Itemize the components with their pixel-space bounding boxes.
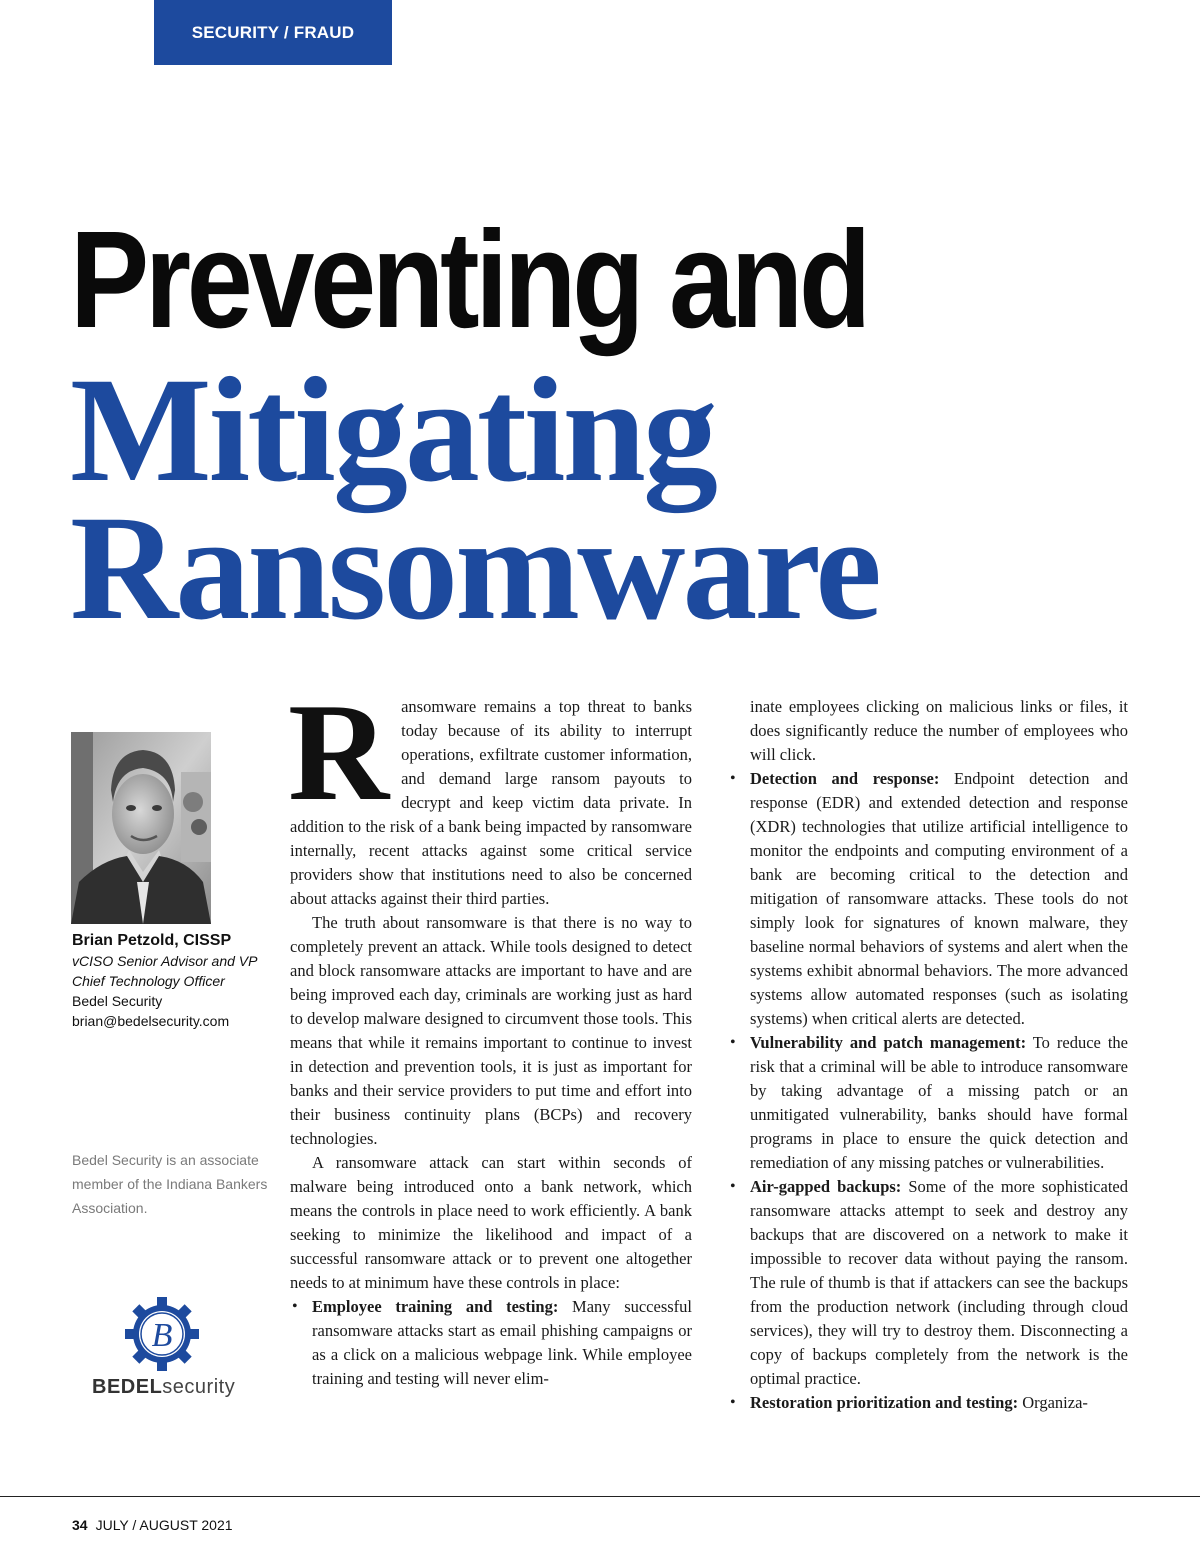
list-item bbox=[728, 1175, 1128, 1391]
author-title-line-2: Chief Technology Officer bbox=[72, 973, 225, 989]
bullet-heading: Air-gapped backups: bbox=[750, 1177, 902, 1196]
page-footer bbox=[72, 1517, 233, 1533]
controls-list-continued bbox=[728, 767, 1128, 1415]
bullet-text: Endpoint detection and response (EDR) and extended detection and response (XDR) technologies that utilize artificial intelligence to monitor the endpoints and computing environment of a bank are becoming critical to the detection and mitigation of ransomware attacks. These tools do not simply look for signatures of known malware, they baseline normal behaviors of systems and alert when the systems exhibit abnormal behaviors. The more advanced systems allow automated responses (such as isolating systems) when critical alerts are detected. bbox=[750, 769, 1128, 1028]
bullet-continuation: inate employees clicking on malicious links or files, it does significantly reduce the number of employees who will click. bbox=[750, 697, 1128, 764]
section-tab: SECURITY / FRAUD bbox=[154, 0, 392, 65]
logo-word-light: security bbox=[162, 1376, 236, 1398]
bullet-heading: Restoration prioritization and testing: bbox=[750, 1393, 1019, 1412]
author-name: Brian Petzold, CISSP bbox=[72, 932, 232, 949]
controls-list bbox=[290, 1295, 692, 1391]
paragraph-1: ansomware remains a top threat to banks today because of its ability to interrupt operations, exfiltrate customer information, and demand large ransom payouts to decrypt and keep victim data private. In addition to the risk of a bank being impacted by ransomware internally, recent attacks against some critical service providers show that institutions need to also be concerned about attacks against their third parties. bbox=[290, 697, 692, 908]
headline-line-1: Preventing and bbox=[70, 203, 868, 357]
issue-date: JULY / AUGUST 2021 bbox=[95, 1517, 233, 1533]
paragraph-2: The truth about ransomware is that there is no way to completely prevent an attack. While tools designed to detect and block ransomware attacks are important to have and are being improved each day, criminals are working just as hard to develop malware designed to circumvent those tools. This means that while it remains important to continue to invest in detection and prevention tools, it is just as important for banks and their service providers to put time and effort into their business continuity plans (BCPs) and recovery technologies. bbox=[290, 913, 692, 1148]
article-column-2 bbox=[728, 695, 1128, 1415]
logo-letter: B bbox=[151, 1317, 173, 1354]
bullet-heading: Employee training and testing: bbox=[312, 1297, 559, 1316]
list-item bbox=[728, 1031, 1128, 1175]
paragraph-3: A ransomware attack can start within seconds of malware being introduced onto a bank network, which means the controls in place need to work efficiently. A bank seeking to minimize the likelihood and impact of a successful ransomware attack or to prevent one altogether needs to at minimum have these controls in place: bbox=[290, 1153, 692, 1292]
bullet-text: Many successful ransomware attacks start as email phishing campaigns or as a click on a malicious webpage link. While employee training and testing will never elim- bbox=[312, 1297, 693, 1388]
author-company: Bedel Security bbox=[72, 993, 163, 1009]
bullet-text: Organiza- bbox=[1018, 1393, 1088, 1412]
headline-line-2: Mitigating bbox=[70, 347, 715, 513]
drop-cap: R bbox=[288, 675, 390, 830]
logo-word-bold: BEDEL bbox=[92, 1376, 163, 1398]
bullet-text: To reduce the risk that a criminal will be able to introduce ransomware by taking advantage of a missing patch or an unmitigated vulnerability, banks should have formal programs in place to ensure the quick detection and remediation of any missing patches or vulnerabilities. bbox=[750, 1033, 1128, 1172]
author-info bbox=[72, 930, 272, 1031]
list-item bbox=[728, 1391, 1128, 1415]
list-item bbox=[728, 767, 1128, 1031]
bullet-heading: Detection and response: bbox=[750, 769, 940, 788]
article-column-1 bbox=[288, 675, 693, 1391]
headline-line-3: Ransomware bbox=[70, 485, 879, 651]
bullet-heading: Vulnerability and patch management: bbox=[750, 1033, 1027, 1052]
list-item bbox=[290, 1295, 692, 1391]
association-note: Bedel Security is an associate member of the Indiana Bankers Association. bbox=[72, 1152, 268, 1216]
bedel-logo-wordmark bbox=[92, 1376, 235, 1399]
bullet-text: Some of the more sophisticated ransomware attacks attempt to seek and destroy any backups that are discovered on a network to make it impossible to recover data without paying the ransom. The rule of thumb is that if attackers can see the backups from the production network (including through cloud services), they will try to destroy them. Disconnecting a copy of backups completely from the network is the optimal practice. bbox=[750, 1177, 1128, 1388]
author-email[interactable]: brian@bedelsecurity.com bbox=[72, 1013, 230, 1029]
footer-divider bbox=[0, 1496, 1200, 1497]
page-number: 34 bbox=[72, 1517, 88, 1533]
article-headline bbox=[70, 203, 1170, 651]
author-title-line-1: vCISO Senior Advisor and VP bbox=[72, 953, 258, 969]
author-photo bbox=[71, 732, 211, 924]
